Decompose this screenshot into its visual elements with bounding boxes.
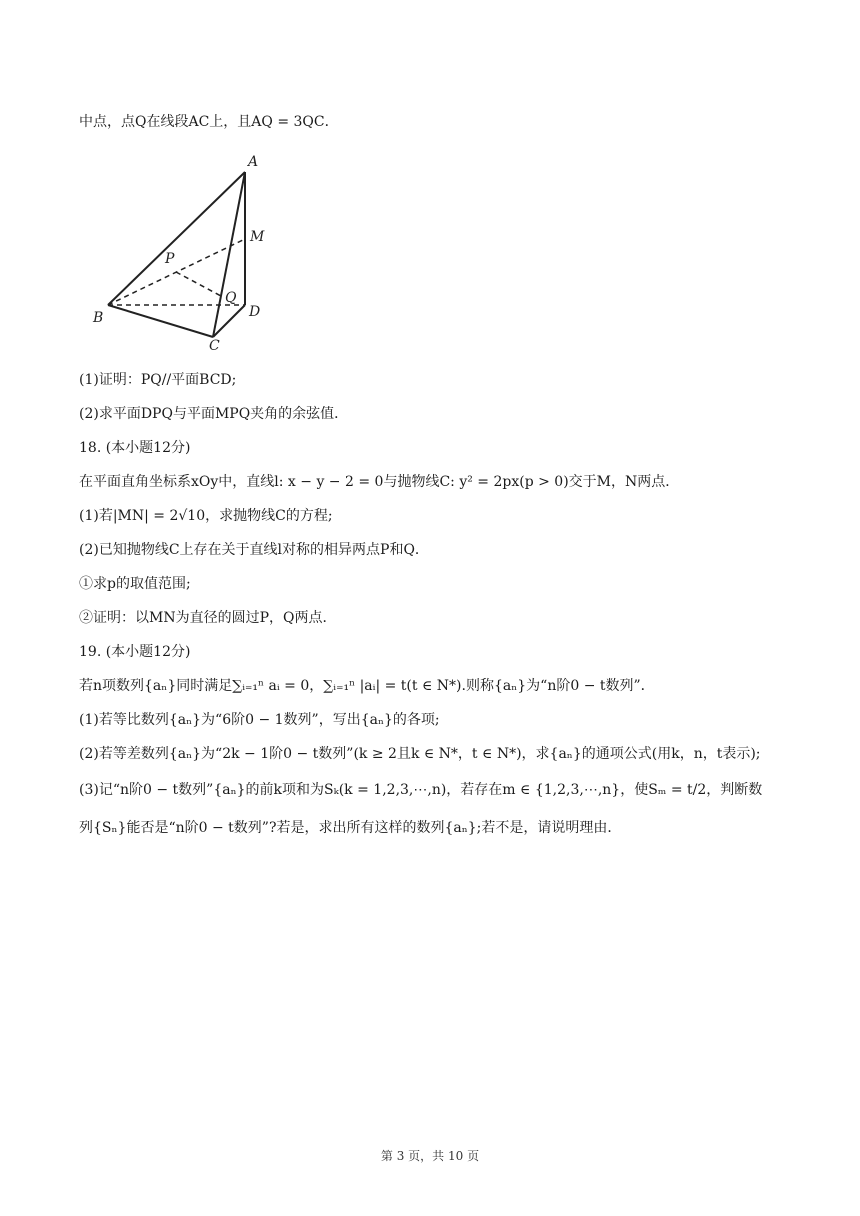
edge-AB <box>108 172 245 305</box>
q19-part1: (1)若等比数列{aₙ}为“6阶0 − 1数列”，写出{aₙ}的各项; <box>79 712 440 728</box>
q19-stem: 若n项数列{aₙ}同时满足∑ᵢ₌₁ⁿ aᵢ = 0，∑ᵢ₌₁ⁿ |aᵢ| = t(t ∈ N*).则称{aₙ}为“n阶0 − t数列”． <box>79 678 655 694</box>
tetrahedron-figure <box>88 152 278 357</box>
page-footer: 第 3 页，共 10 页 <box>380 1149 480 1163</box>
label-Q: Q <box>225 290 237 306</box>
q18-header: 18. (本小题12分) <box>79 440 191 456</box>
label-M: M <box>250 229 265 245</box>
label-C: C <box>209 338 220 354</box>
q19-header: 19. (本小题12分) <box>79 644 191 660</box>
q18-stem: 在平面直角坐标系xOy中，直线l: x − y − 2 = 0与抛物线C: y² = 2px(p > 0)交于M，N两点． <box>79 474 680 490</box>
q19-part3-line1: (3)记“n阶0 − t数列”{aₙ}的前k项和为Sₖ(k = 1,2,3,⋯,n)，若存在m ∈ {1,2,3,⋯,n}，使Sₘ = t/2，判断数 <box>79 782 763 798</box>
q17-part2: (2)求平面DPQ与平面MPQ夹角的余弦值． <box>79 406 349 422</box>
label-B: B <box>93 310 104 326</box>
edge-AC <box>213 172 245 337</box>
label-A: A <box>248 154 259 170</box>
q18-part1: (1)若|MN| = 2√10，求抛物线C的方程; <box>79 508 333 524</box>
label-D: D <box>249 304 261 320</box>
q19-part2: (2)若等差数列{aₙ}为“2k − 1阶0 − t数列”(k ≥ 2且k ∈ N*，t ∈ N*)，求{aₙ}的通项公式(用k，n，t表示); <box>79 746 761 762</box>
text-line-intro: 中点，点Q在线段AC上，且AQ = 3QC． <box>79 114 339 130</box>
label-P: P <box>165 251 175 267</box>
q19-part3-line2: 列{Sₙ}能否是“n阶0 − t数列”?若是，求出所有这样的数列{aₙ};若不是，请说明理由． <box>79 820 622 836</box>
q17-part1: (1)证明：PQ//平面BCD; <box>79 372 237 388</box>
dashed-PQ <box>176 272 221 296</box>
q18-part2: (2)已知抛物线C上存在关于直线l对称的相异两点P和Q． <box>79 542 429 558</box>
q18-part2-sub1: ①求p的取值范围; <box>79 576 191 592</box>
q18-part2-sub2: ②证明：以MN为直径的圆过P，Q两点． <box>79 610 337 626</box>
edge-BC <box>108 305 213 337</box>
